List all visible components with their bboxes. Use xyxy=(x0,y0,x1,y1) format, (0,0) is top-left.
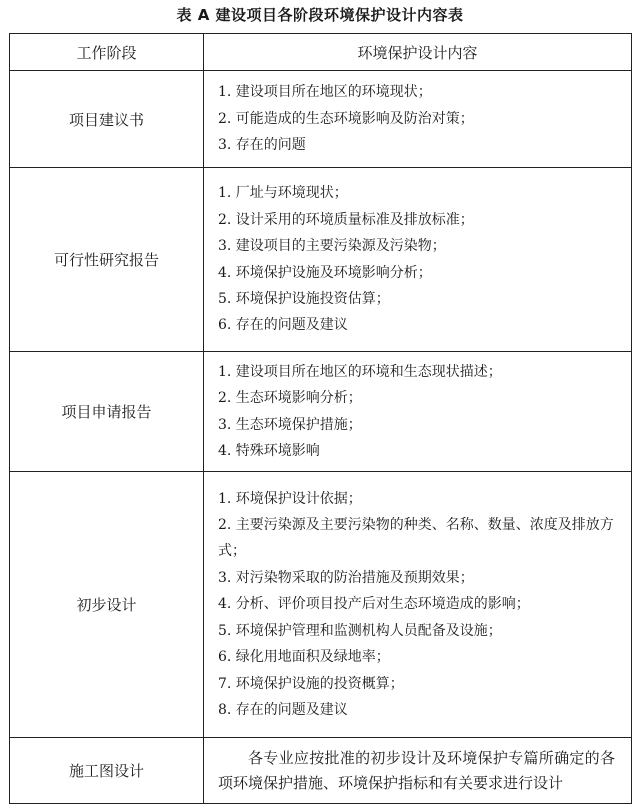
list-item: 5. 环境保护管理和监测机构人员配备及设施； xyxy=(218,622,502,639)
table-row xyxy=(10,168,632,352)
stage-cell: 项目申请报告 xyxy=(10,352,204,472)
list-item: 2. 设计采用的环境质量标准及排放标准； xyxy=(218,211,474,228)
table-row xyxy=(10,738,632,804)
list-item: 8. 存在的问题及建议 xyxy=(218,701,348,718)
list-item: 3. 建设项目的主要污染源及污染物； xyxy=(218,238,446,255)
list-item: 1. 建设项目所在地区的环境现状； xyxy=(218,84,432,101)
list-item: 4. 特殊环境影响 xyxy=(218,442,320,459)
table-row xyxy=(10,472,632,738)
content-cell xyxy=(204,352,632,472)
list-item: 1. 厂址与环境现状； xyxy=(218,185,348,202)
table-row xyxy=(10,71,632,168)
list-item: 6. 绿化用地面积及绿地率； xyxy=(218,649,390,666)
content-cell xyxy=(204,71,632,168)
content-table xyxy=(9,33,632,804)
list-item: 3. 生态环境保护措施； xyxy=(218,416,362,433)
content-cell xyxy=(204,738,632,804)
list-item: 1. 环境保护设计依据； xyxy=(218,490,362,507)
paragraph-text: 各专业应按批准的初步设计及环境保护专篇所确定的各项环境保护措施、环境保护指标和有关要求进行设计 xyxy=(218,748,615,792)
list-item: 2. 生态环境影响分析； xyxy=(218,390,362,407)
list-item: 4. 环境保护设施及环境影响分析； xyxy=(218,264,432,281)
table-header-row xyxy=(10,34,632,71)
list-item: 3. 存在的问题 xyxy=(218,137,306,154)
stage-cell: 施工图设计 xyxy=(10,738,204,804)
list-item: 6. 存在的问题及建议 xyxy=(218,317,348,334)
list-item: 2. 可能造成的生态环境影响及防治对策； xyxy=(218,110,474,127)
header-content: 环境保护设计内容 xyxy=(204,34,632,71)
list-item: 4. 分析、评价项目投产后对生态环境造成的影响； xyxy=(218,596,530,613)
table-title: 表 A 建设项目各阶段环境保护设计内容表 xyxy=(176,6,464,24)
stage-cell: 初步设计 xyxy=(10,472,204,738)
header-stage: 工作阶段 xyxy=(10,34,204,71)
content-cell xyxy=(204,168,632,352)
stage-cell: 项目建议书 xyxy=(10,71,204,168)
list-item: 5. 环境保护设施投资估算； xyxy=(218,290,390,307)
list-item: 3. 对污染物采取的防治措施及预期效果； xyxy=(218,569,474,586)
stage-cell: 可行性研究报告 xyxy=(10,168,204,352)
list-item: 2. 主要污染源及主要污染物的种类、名称、数量、浓度及排放方式； xyxy=(218,517,614,560)
table-row xyxy=(10,352,632,472)
list-item: 1. 建设项目所在地区的环境和生态现状描述； xyxy=(218,363,502,380)
content-cell xyxy=(204,472,632,738)
list-item: 7. 环境保护设施的投资概算； xyxy=(218,675,404,692)
